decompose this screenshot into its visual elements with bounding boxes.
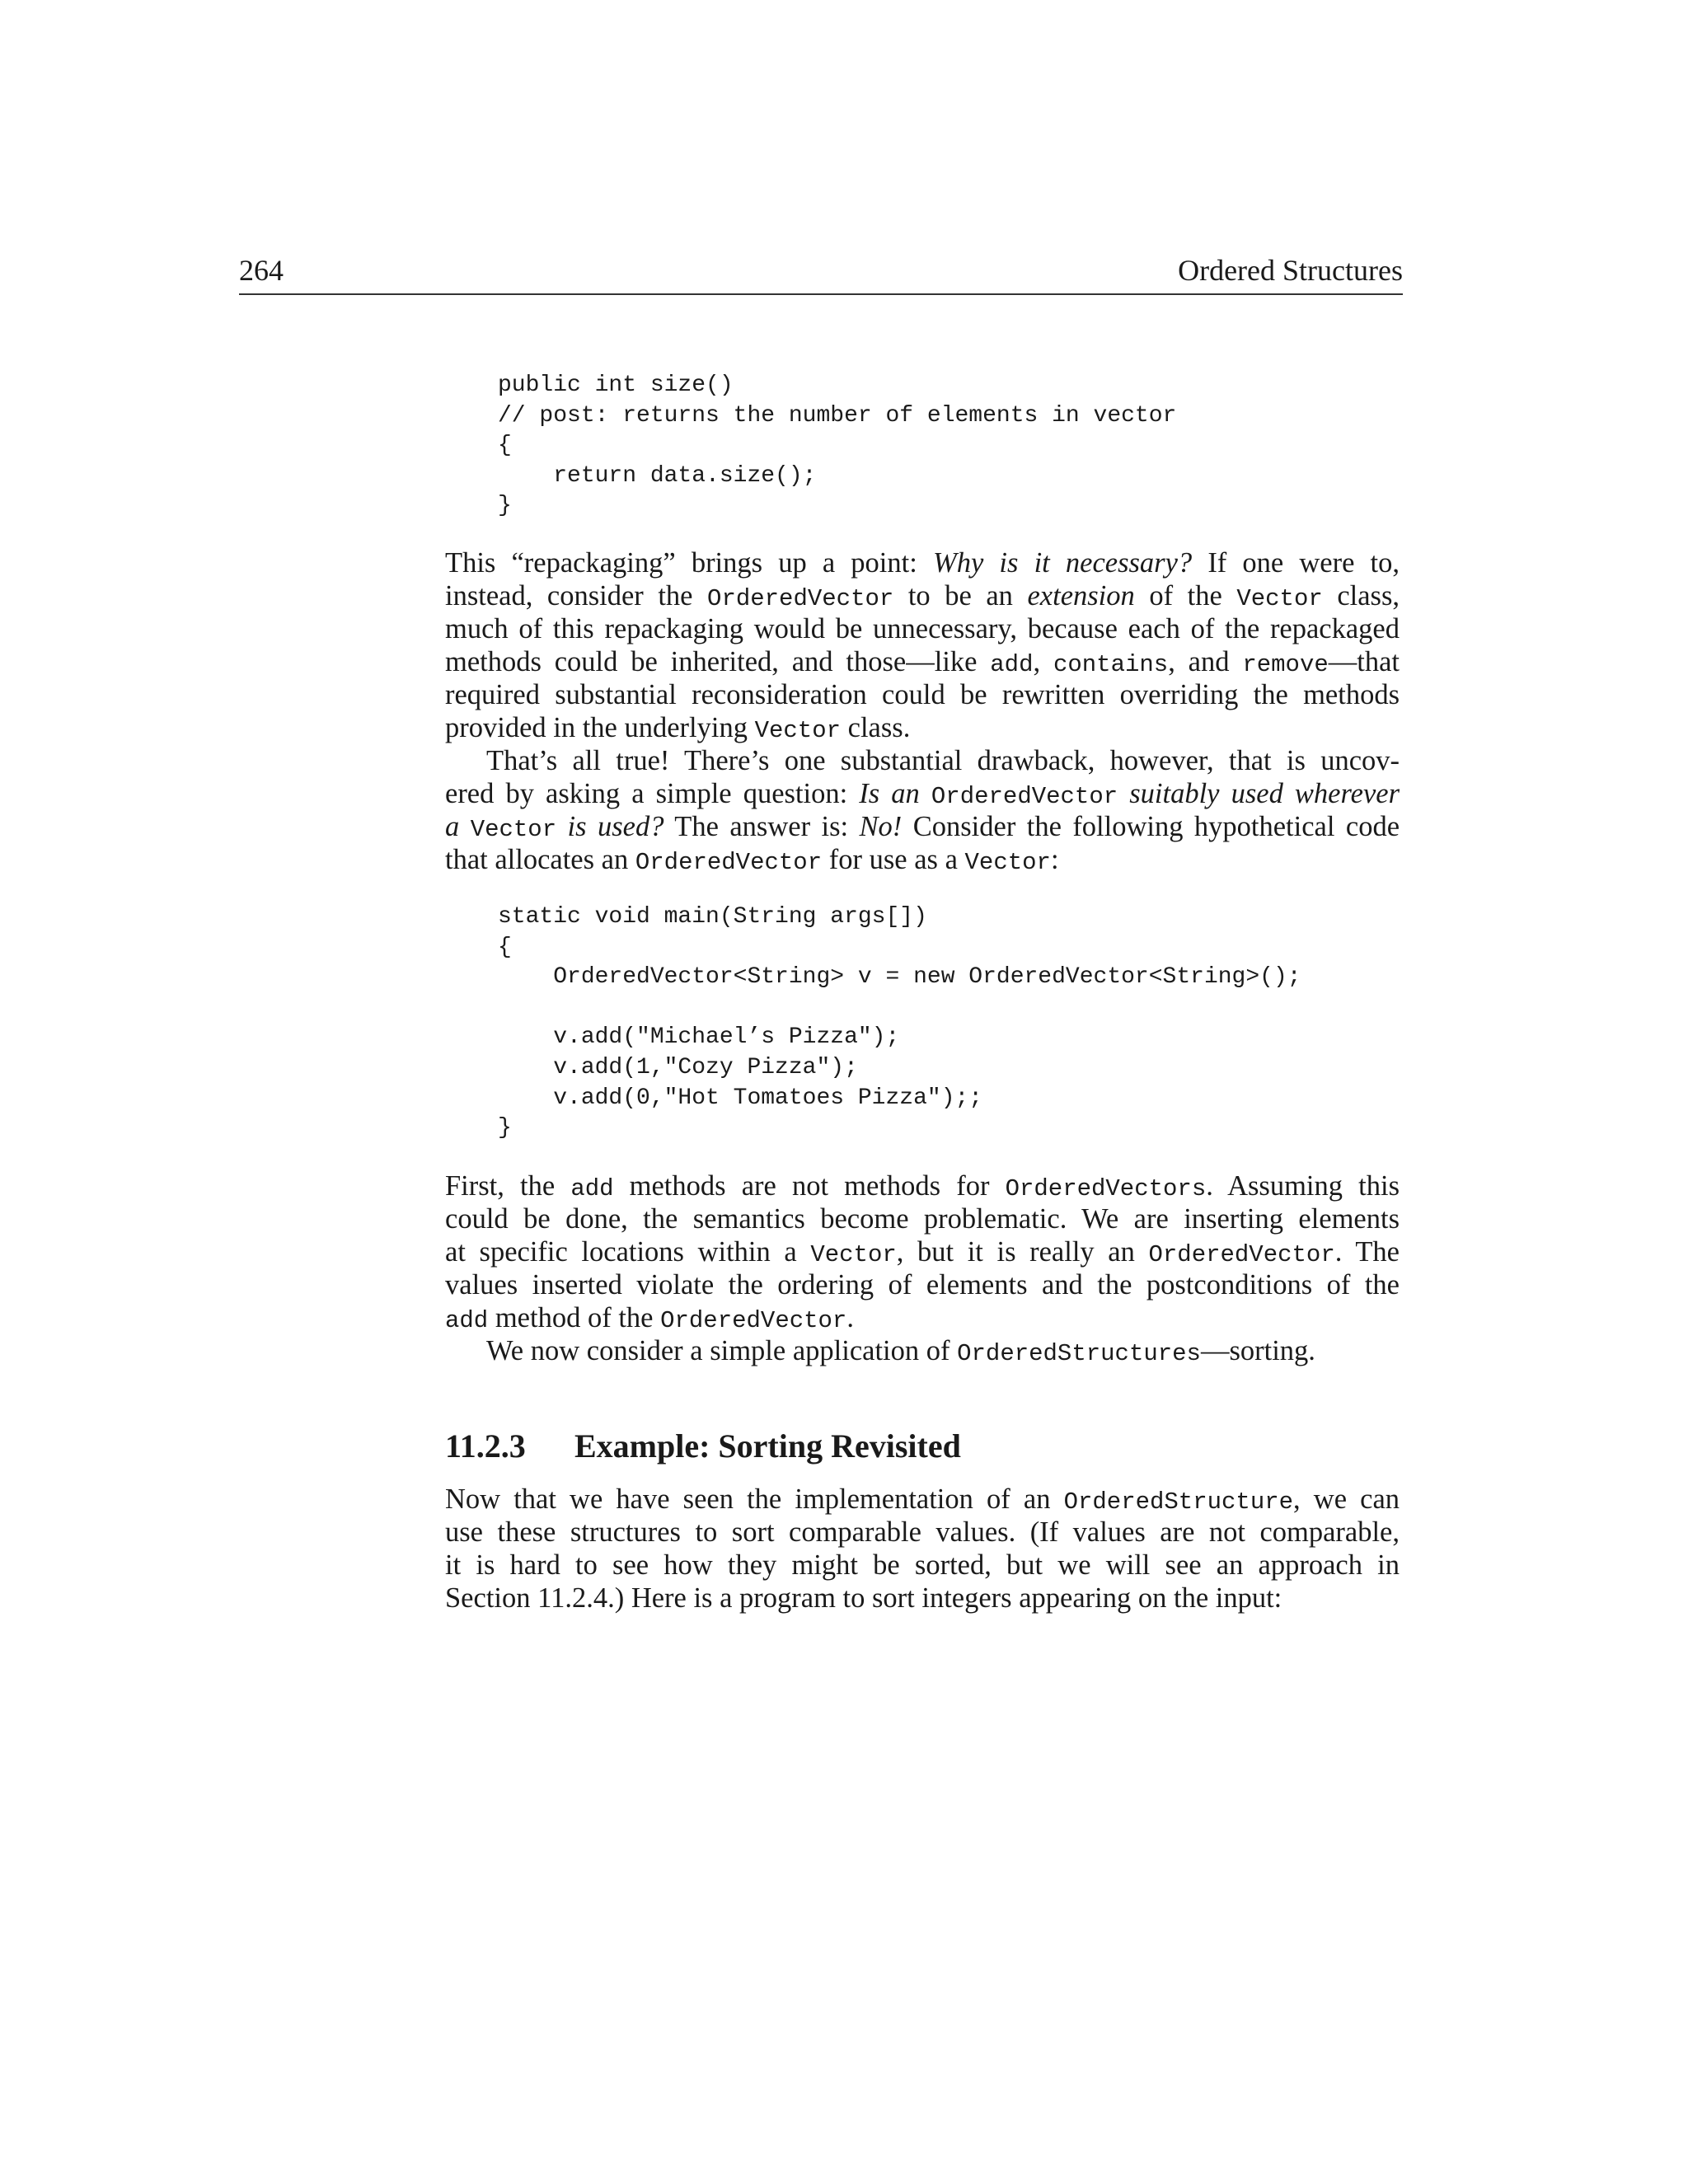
text-line: methods could be inherited, and those—like add, contains, and remove—that <box>445 646 1400 678</box>
text-line: values inserted violate the ordering of elements and the postconditions of the <box>445 1269 1400 1301</box>
code-line: } <box>498 1115 512 1141</box>
paragraph-semantics <box>445 1169 1400 1334</box>
text-line: First, the add methods are not methods for OrderedVectors. Assuming this <box>445 1170 1400 1202</box>
paragraph-application <box>445 1334 1400 1367</box>
code-line <box>498 993 1301 1024</box>
text-line: it is hard to see how they might be sorted, but we will see an approach in <box>445 1549 1400 1581</box>
text-line: We now consider a simple application of OrderedStructures—sorting. <box>486 1335 1315 1367</box>
text-line: use these structures to sort comparable values. (If values are not comparable, <box>445 1516 1400 1548</box>
section-number: 11.2.3 <box>445 1427 526 1465</box>
code-line: { <box>498 433 512 459</box>
text-line: at specific locations within a Vector, but it is really an OrderedVector. The <box>445 1236 1400 1268</box>
code-line: static void main(String args[]) <box>498 904 927 930</box>
text-line: Now that we have seen the implementation of an OrderedStructure, we can <box>445 1483 1400 1516</box>
code-line: v.add(0,"Hot Tomatoes Pizza");; <box>498 1085 983 1111</box>
paragraph-drawback <box>445 744 1400 876</box>
code-line: } <box>498 493 512 519</box>
code-block-size <box>498 371 1176 522</box>
code-line: // post: returns the number of elements in vector <box>498 402 1177 429</box>
text-line: Section 11.2.4.) Here is a program to sort integers appearing on the input: <box>445 1582 1282 1614</box>
paragraph-repackaging <box>445 546 1400 744</box>
text-line: ered by asking a simple question: Is an OrderedVector suitably used wherever <box>445 778 1400 810</box>
page-number: 264 <box>239 254 284 287</box>
text-line: a Vector is used? The answer is: No! Consider the following hypothetical code <box>445 811 1400 843</box>
code-block-main <box>498 902 1301 1144</box>
text-line: That’s all true! There’s one substantial drawback, however, that is uncov- <box>486 745 1400 776</box>
code-line: v.add(1,"Cozy Pizza"); <box>498 1054 858 1080</box>
section-heading <box>445 1426 961 1467</box>
code-line: { <box>498 934 512 960</box>
running-title: Ordered Structures <box>1178 254 1403 287</box>
text-line: that allocates an OrderedVector for use as a Vector: <box>445 844 1059 876</box>
text-line: add method of the OrderedVector. <box>445 1302 854 1334</box>
text-line: could be done, the semantics become problematic. We are inserting elements <box>445 1203 1400 1235</box>
code-line: public int size() <box>498 373 734 398</box>
text-line: provided in the underlying Vector class. <box>445 712 911 744</box>
paragraph-sorting <box>445 1483 1400 1615</box>
code-line: v.add("Michael’s Pizza"); <box>498 1024 900 1051</box>
section-title: Example: Sorting Revisited <box>574 1427 961 1465</box>
text-line: instead, consider the OrderedVector to be an extension of the Vector class, <box>445 580 1400 612</box>
code-line: return data.size(); <box>498 462 817 489</box>
text-line: required substantial reconsideration could be rewritten overriding the methods <box>445 679 1400 710</box>
text-line: This “repackaging” brings up a point: Why is it necessary? If one were to, <box>445 547 1400 579</box>
page-header <box>239 247 1403 295</box>
code-line: OrderedVector<String> v = new OrderedVector<String>(); <box>498 964 1301 991</box>
text-line: much of this repackaging would be unnecessary, because each of the repackaged <box>445 613 1400 644</box>
